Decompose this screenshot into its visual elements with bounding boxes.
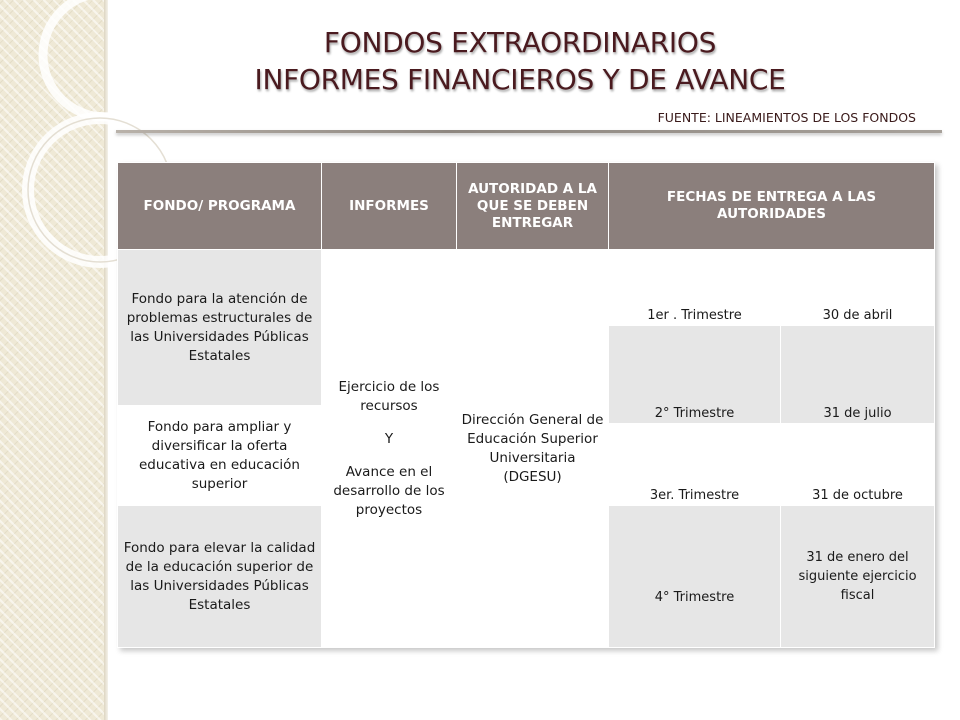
title-divider (116, 130, 942, 133)
informes-cell (322, 250, 457, 648)
header-fechas: FECHAS DE ENTREGA A LAS AUTORIDADES (609, 163, 935, 250)
authority-cell: Dirección General de Educación Superior Universitaria (DGESU) (457, 250, 609, 648)
period-cell-4: 4° Trimestre (609, 506, 781, 648)
header-autoridad: AUTORIDAD A LA QUE SE DEBEN ENTREGAR (457, 163, 609, 250)
fund-cell-1: Fondo para la atención de problemas estructurales de las Universidades Públicas Estatales (118, 250, 322, 406)
date-cell-1: 30 de abril (781, 250, 935, 326)
header-informes: INFORMES (322, 163, 457, 250)
informes-line-1: Ejercicio de los recursos (338, 378, 440, 414)
informes-line-2: Y (384, 430, 394, 447)
fund-cell-3: Fondo para elevar la calidad de la educación superior de las Universidades Públicas Estatales (118, 506, 322, 648)
table-header-row (118, 163, 935, 250)
period-cell-3: 3er. Trimestre (609, 424, 781, 506)
period-cell-2: 2° Trimestre (609, 326, 781, 424)
header-fondo: FONDO/ PROGRAMA (118, 163, 322, 250)
date-cell-3: 31 de octubre (781, 424, 935, 506)
title-line-1: FONDOS EXTRAORDINARIOS (323, 26, 717, 59)
date-cell-4: 31 de enero del siguiente ejercicio fiscal (781, 506, 935, 648)
page-title (120, 24, 920, 98)
fund-cell-2: Fondo para ampliar y diversificar la oferta educativa en educación superior (118, 406, 322, 506)
title-line-2: INFORMES FINANCIEROS Y DE AVANCE (254, 63, 786, 96)
table-row (118, 250, 935, 326)
source-note: FUENTE: LINEAMIENTOS DE LOS FONDOS (657, 110, 916, 125)
date-cell-2: 31 de julio (781, 326, 935, 424)
period-cell-1: 1er . Trimestre (609, 250, 781, 326)
delivery-schedule-table (117, 162, 935, 648)
informes-line-3: Avance en el desarrollo de los proyectos (333, 463, 445, 518)
